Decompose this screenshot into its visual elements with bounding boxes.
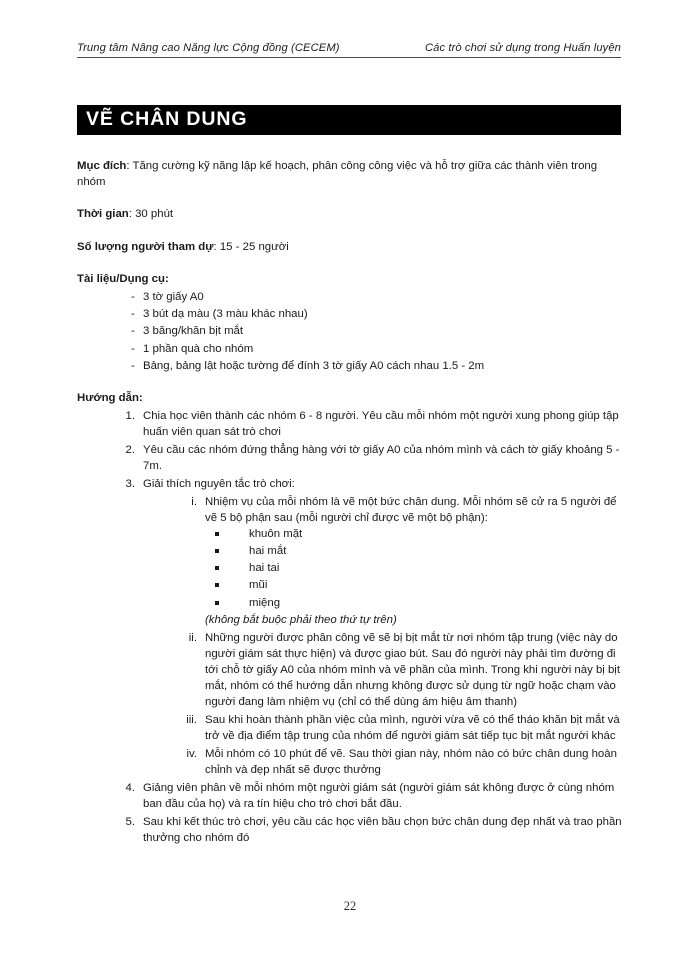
sub-item-number: ii.: [188, 631, 197, 644]
dash-marker: -: [131, 308, 135, 321]
list-item: [205, 595, 622, 611]
list-item: [205, 560, 622, 576]
list-item: [77, 358, 622, 374]
sub-item-number: i.: [191, 495, 197, 508]
materials-label: Tài liệu/Dụng cụ: [77, 272, 165, 285]
square-bullet-icon: [215, 532, 219, 536]
square-bullet-icon: [215, 566, 219, 570]
dash-marker: -: [131, 359, 135, 372]
participants-value: : 15 - 25 người: [213, 240, 289, 253]
document-header: [77, 42, 621, 58]
instructions-list: [77, 408, 622, 846]
participants-block: [77, 239, 622, 255]
purpose-label: Mục đích: [77, 160, 127, 172]
item-text: Chia học viên thành các nhóm 6 - 8 người. Yêu cầu mỗi nhóm một người xung phong giúp tập huấn viên quan sát trò chơi: [143, 410, 619, 439]
item-text: Giải thích nguyên tắc trò chơi:: [143, 477, 295, 490]
list-item: [205, 543, 622, 559]
body-part-text: khuôn mặt: [249, 527, 303, 540]
item-text: Giảng viên phân về mỗi nhóm một người giám sát (người giám sát không được ở cùng nhóm ban đầu của họ) và ra tín hiệu cho trò chơi bắt đầu.: [143, 781, 615, 810]
body-part-text: miệng: [249, 596, 281, 609]
header-left-text: Trung tâm Nâng cao Năng lực Cộng đồng (CECEM): [77, 42, 340, 54]
body-parts-note: (không bắt buộc phải theo thứ tự trên): [205, 613, 397, 626]
materials-heading: [77, 271, 622, 287]
instructions-label: Hướng dẫn: [77, 391, 139, 404]
sub-item-text: Sau khi hoàn thành phần việc của mình, người vừa vẽ có thể tháo khăn bịt mắt và trở về địa điểm tập trung của nhóm để người giám sát tiếp tục bịt mắt người khác: [205, 713, 620, 743]
dash-marker: -: [131, 342, 135, 355]
game-rules-list: [143, 494, 622, 779]
body-parts-list: [205, 526, 622, 611]
list-item: [143, 630, 622, 711]
list-item: [77, 814, 622, 846]
time-value: : 30 phút: [128, 208, 174, 221]
item-text: Yêu cầu các nhóm đứng thẳng hàng với tờ giấy A0 của nhóm mình và cách tờ giấy khoảng 5 - 7m.: [143, 443, 620, 473]
item-number: 1.: [125, 410, 135, 423]
time-label: Thời gian: [77, 208, 129, 221]
header-right-text: Các trò chơi sử dụng trong Huấn luyện: [424, 42, 621, 54]
list-item: [205, 526, 622, 542]
page-number: 22: [343, 899, 357, 913]
list-item: [77, 289, 622, 305]
list-item: [77, 408, 622, 440]
list-item: [77, 341, 622, 357]
instructions-block: [77, 390, 622, 846]
sub-item-text: Nhiệm vụ của mỗi nhóm là vẽ một bức chân dung. Mỗi nhóm sẽ cử ra 5 người để vẽ 5 bộ phận sau (mỗi người chỉ được vẽ một bộ phận):: [205, 495, 617, 524]
item-number: 4.: [125, 781, 135, 794]
list-item: [77, 323, 622, 339]
time-block: [77, 206, 622, 222]
list-item: [77, 306, 622, 322]
instructions-heading: [77, 390, 622, 406]
list-item: [143, 494, 622, 629]
list-item: [143, 712, 622, 744]
list-item: [77, 780, 622, 812]
item-number: 2.: [125, 443, 135, 456]
sub-item-number: iv.: [186, 747, 197, 760]
item-number: 3.: [125, 477, 135, 490]
sub-item-number: iii.: [186, 713, 197, 726]
list-item: [143, 746, 622, 778]
sub-item-text: Mỗi nhóm có 10 phút để vẽ. Sau thời gian này, nhóm nào có bức chân dung hoàn chỉnh và đẹp nhất sẽ được thưởng: [205, 747, 617, 776]
list-item: [77, 442, 622, 474]
item-number: 5.: [125, 815, 135, 828]
material-text: 3 băng/khăn bịt mắt: [143, 325, 244, 338]
body-part-text: hai mắt: [249, 545, 287, 558]
participants-label: Số lượng người tham dự: [77, 240, 214, 253]
dash-marker: -: [131, 325, 135, 338]
square-bullet-icon: [215, 549, 219, 553]
list-item: [77, 476, 622, 778]
material-text: 1 phần quà cho nhóm: [143, 342, 254, 355]
material-text: Bảng, bảng lật hoặc tường để đính 3 tờ giấy A0 cách nhau 1.5 - 2m: [143, 359, 485, 372]
document-body: [77, 158, 622, 862]
materials-list: [77, 289, 622, 374]
materials-block: [77, 271, 622, 374]
body-part-text: hai tai: [249, 562, 280, 575]
list-item: [205, 577, 622, 593]
purpose-block: [77, 158, 622, 190]
square-bullet-icon: [215, 601, 219, 605]
instructions-label-suffix: :: [138, 391, 143, 404]
item-text: Sau khi kết thúc trò chơi, yêu cầu các học viên bầu chọn bức chân dung đẹp nhất và trao phần thưởng cho nhóm đó: [143, 815, 622, 844]
title-banner: [77, 105, 621, 135]
square-bullet-icon: [215, 583, 219, 587]
material-text: 3 tờ giấy A0: [143, 290, 204, 303]
sub-item-text: Những người được phân công vẽ sẽ bị bịt mắt từ nơi nhóm tập trung (việc này do người giám sát thực hiện) và được giao bút. Sau đó người này phải tìm đường đi tới chỗ tờ giấy A0 của nhóm mình và vẽ phần của mình. Trong khi người này bị bịt mắt, nhóm có thể hướng dẫn nhưng không được sử dụng từ ngữ hoặc chạm vào người đang làm nhiệm vụ (chỉ có thể dùng ám hiệu âm thanh): [205, 631, 621, 709]
materials-label-suffix: :: [164, 272, 169, 285]
material-text: 3 bút dạ màu (3 màu khác nhau): [143, 308, 308, 321]
purpose-value: : Tăng cường kỹ năng lập kế hoạch, phân công công việc và hỗ trợ giữa các thành viên trong nhóm: [77, 160, 598, 189]
body-part-text: mũi: [249, 579, 268, 592]
page-title: VẼ CHÂN DUNG: [86, 108, 248, 131]
dash-marker: -: [131, 290, 135, 303]
